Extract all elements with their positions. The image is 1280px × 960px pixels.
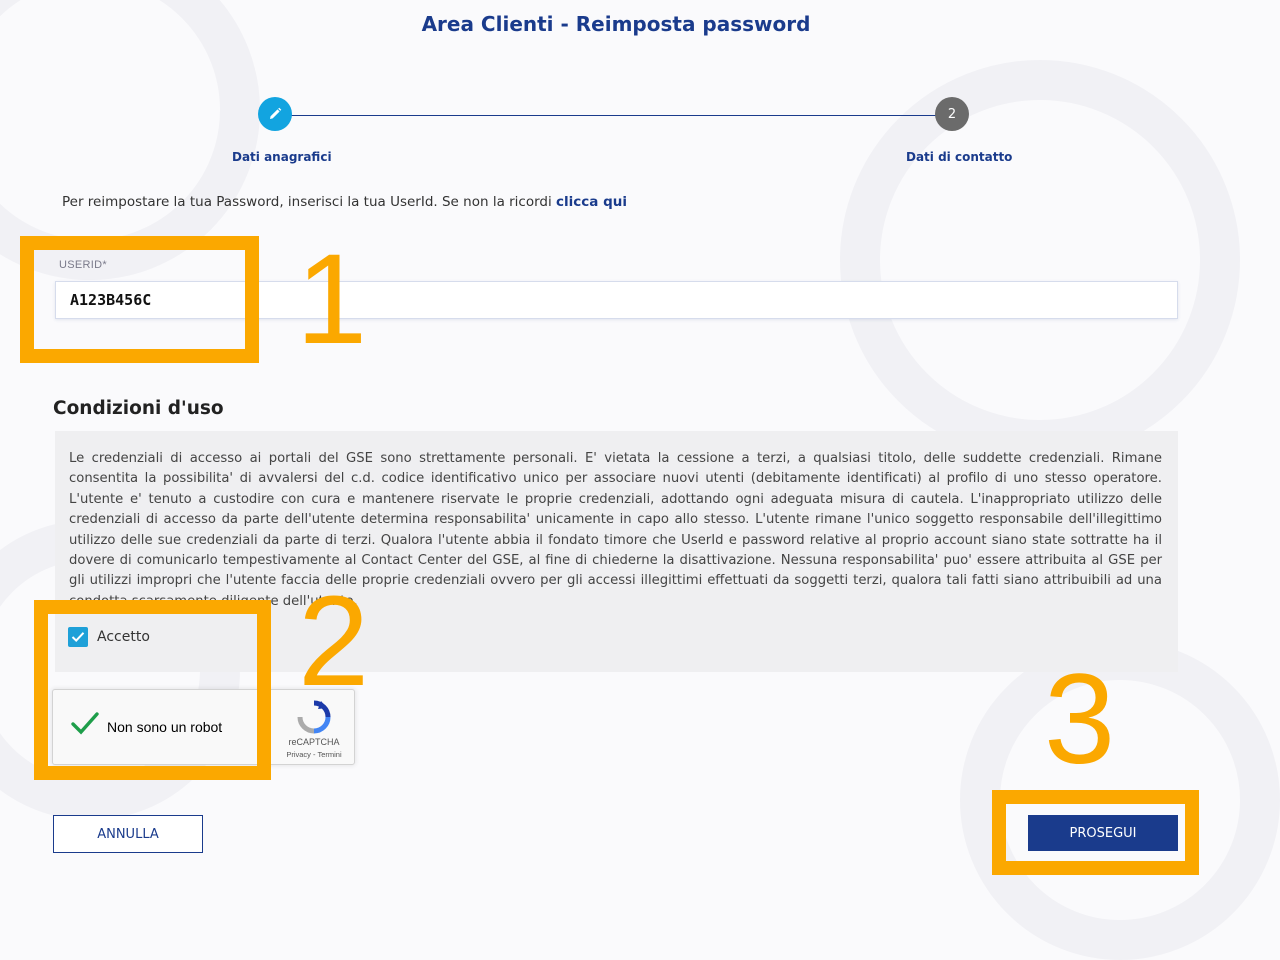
conditions-text: Le credenziali di accesso ai portali del GSE sono strettamente personali. E' vietata la cessione a terzi, a qualsiasi titolo, delle suddette credenziali. Rimane consentita la possibilita' di avvalersi del c.d. codice identificativo unico per associare nuovi utenti (debitamente identificati) al profilo di uno stesso operatore. L'utente e' tenuto a custodire con cura e mantenere riservate le proprie credenziali, adottando ogni adeguata misura di cautela. L'inappropriato utilizzo delle credenziali di accesso da parte dell'utente determina responsabilita' unicamente in capo allo stesso. L'utente rimane l'unico soggetto responsabile dell'illegittimo utilizzo delle sue credenziali da parte di terzi. Qualora l'utente abbia il fondato timore che UserId e password relative al proprio account siano state sottratte ha il dovere di comunicarlo tempestivamente al Contact Center del GSE, al fine di chiederne la disattivazione. Nessuna responsabilita' puo' essere attribuita al GSE per gli utilizzi impropri che l'utente faccia delle proprie credenziali ovvero per gli accessi illegittimi effettuati da soggetti terzi, qualora tali fatti siano attribuibili ad una condotta scarsamente diligente dell'utente. [69,451,1162,609]
pencil-icon [268,107,282,121]
accept-label[interactable]: Accetto [97,629,150,645]
continue-button[interactable]: PROSEGUI [1028,815,1178,851]
recaptcha-brand: reCAPTCHA [288,737,340,747]
recaptcha-links[interactable]: Privacy - Termini [286,750,342,759]
step-2-indicator [935,97,969,131]
background-decoration [840,60,1240,460]
step-1-indicator [258,97,292,131]
annotation-box-2 [34,600,271,780]
step-2-label: Dati di contatto [906,150,1013,164]
stepper-line [290,115,938,116]
step-2-number: 2 [947,106,957,122]
conditions-title: Condizioni d'uso [53,398,224,419]
annotation-number-1: 1 [296,228,368,371]
annotation-number-2: 2 [298,570,370,713]
recaptcha-label: Non sono un robot [107,719,223,735]
annotation-number-3: 3 [1044,648,1116,791]
intro-text [62,194,627,210]
page-title: Area Clienti - Reimposta password [421,12,811,36]
annotation-box-1 [20,236,259,363]
recover-userid-link[interactable]: clicca qui [556,194,628,210]
step-1-label: Dati anagrafici [232,150,332,164]
userid-label: USERID* [59,259,107,271]
annotation-box-3 [992,790,1199,875]
cancel-button[interactable]: ANNULLA [53,815,203,853]
intro-sentence: Per reimpostare la tua Password, inserisci la tua UserId. Se non la ricordi [62,194,557,210]
